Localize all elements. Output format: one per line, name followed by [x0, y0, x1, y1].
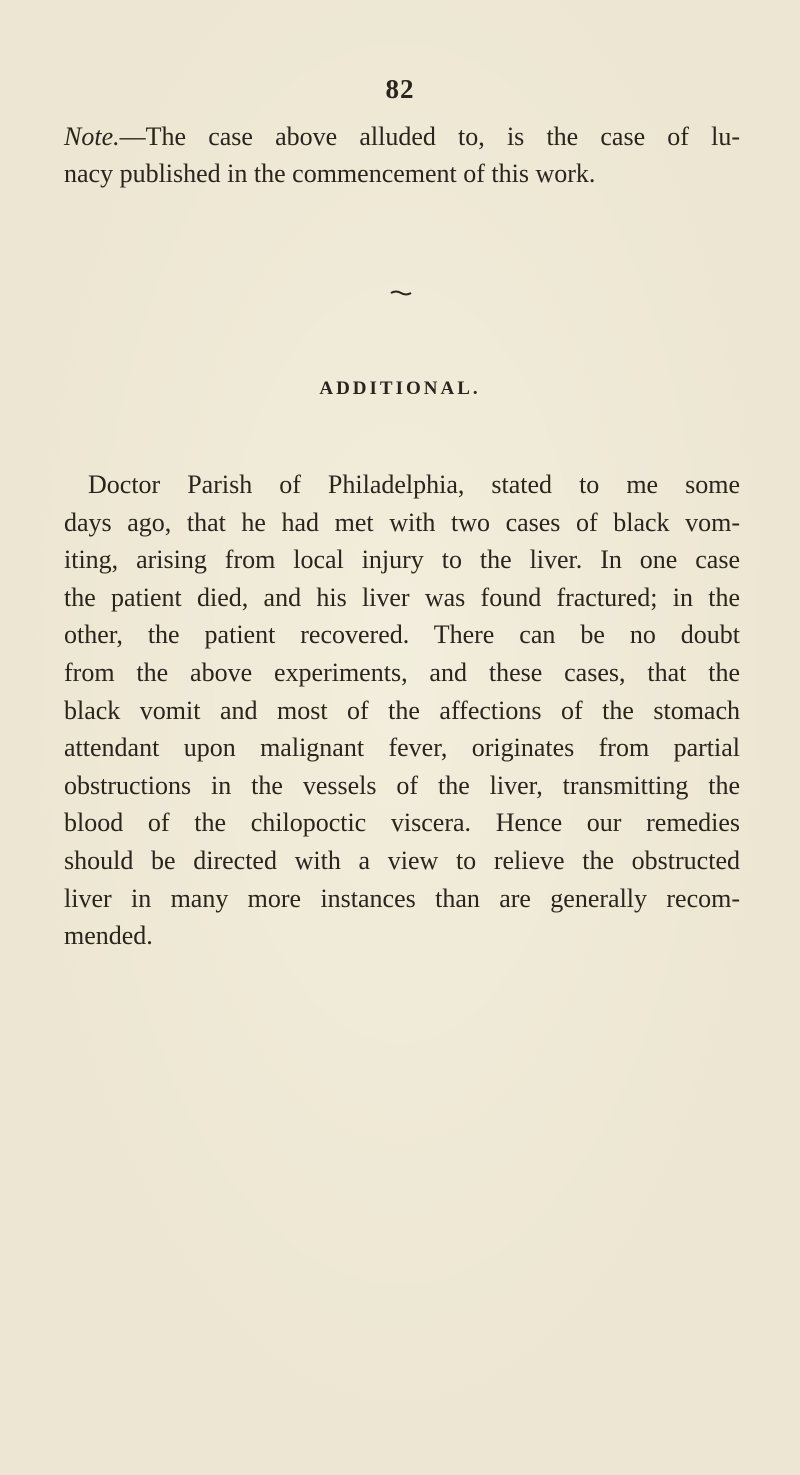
body-paragraph — [64, 466, 740, 955]
page-number: 82 — [385, 74, 415, 104]
paragraph-line: days ago, that he had met with two cases of black vom- — [64, 507, 740, 537]
paragraph-line: black vomit and most of the affections of the stomach — [64, 695, 740, 725]
footnote-label: Note. — [64, 122, 120, 151]
footnote-line-1 — [64, 118, 740, 155]
paragraph-line: the patient died, and his liver was found fractured; in the — [64, 582, 740, 612]
footnote-line-2: nacy published in the commencement of this work. — [64, 159, 596, 188]
paragraph-line: other, the patient recovered. There can be no doubt — [64, 620, 740, 650]
footnote-text-1: —The case above alluded to, is the case of lu- — [119, 122, 740, 151]
paragraph-line: liver in many more instances than are generally recom- — [64, 883, 740, 913]
footnote — [64, 118, 740, 192]
paragraph-line: obstructions in the vessels of the liver, transmitting the — [64, 770, 740, 800]
paragraph-line: Doctor Parish of Philadelphia, stated to me some — [88, 470, 740, 499]
paragraph-line: attendant upon malignant fever, originates from partial — [64, 733, 740, 763]
paragraph-line: from the above experiments, and these cases, that the — [64, 657, 740, 687]
paragraph-line: blood of the chilopoctic viscera. Hence our remedies — [64, 808, 740, 838]
section-heading: ADDITIONAL. — [319, 378, 481, 399]
ornament-divider — [390, 290, 412, 296]
paragraph-line: mended. — [64, 921, 153, 951]
paragraph-line: iting, arising from local injury to the liver. In one case — [64, 545, 740, 575]
paragraph-line: should be directed with a view to relieve the obstructed — [64, 845, 740, 875]
